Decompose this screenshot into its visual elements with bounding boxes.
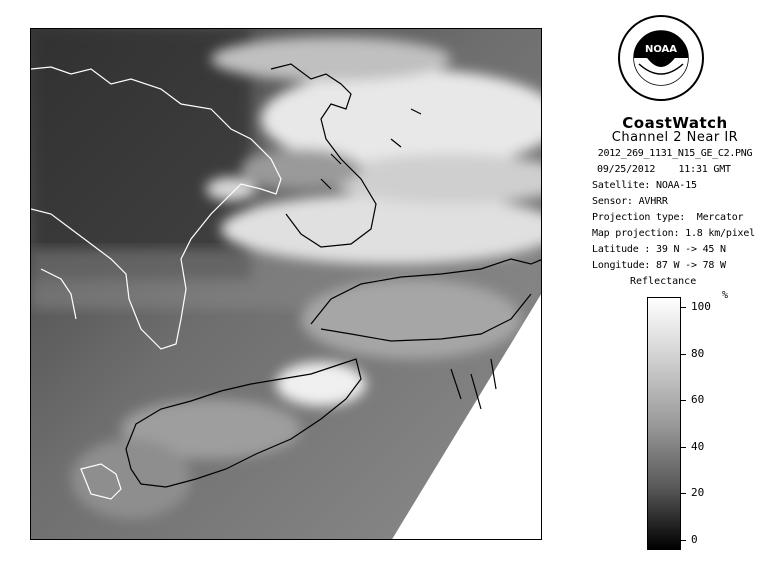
noaa-logo	[617, 14, 705, 102]
colorbar-tick	[681, 447, 686, 448]
colorbar-tick-label: 80	[691, 346, 705, 360]
colorbar-tick	[681, 493, 686, 494]
colorbar-tick-label: 20	[691, 486, 705, 500]
map-projection-label: Map projection: 1.8 km/pixel	[592, 228, 755, 239]
logo-text: NOAA	[644, 44, 678, 55]
colorbar-tick-label: 60	[691, 393, 705, 407]
colorbar-tick	[681, 540, 686, 541]
colorbar-tick	[681, 354, 686, 355]
colorbar	[647, 297, 681, 550]
datetime-label: 09/25/2012 11:31 GMT	[597, 164, 731, 175]
colorbar-tick	[681, 400, 686, 401]
colorbar-tick-label: 100	[691, 300, 711, 313]
colorbar-ticks	[681, 297, 741, 550]
satellite-image	[30, 28, 542, 540]
sensor-label: Sensor: AVHRR	[592, 196, 668, 207]
colorbar-unit: %	[722, 290, 729, 301]
longitude-label: Longitude: 87 W -> 78 W	[592, 260, 726, 271]
colorbar-title: Reflectance	[630, 276, 697, 287]
colorbar-tick-label: 40	[691, 439, 705, 453]
satellite-label: Satellite: NOAA-15	[592, 180, 697, 191]
channel-label: Channel 2 Near IR	[611, 130, 739, 145]
filename-label: 2012_269_1131_N15_GE_C2.PNG	[597, 148, 753, 159]
latitude-label: Latitude : 39 N -> 45 N	[592, 244, 726, 255]
projection-type-label: Projection type: Mercator	[592, 212, 744, 223]
colorbar-tick	[681, 307, 686, 308]
app-title: CoastWatch	[622, 114, 728, 132]
colorbar-tick-label: 0	[691, 533, 698, 546]
map-graphic	[31, 29, 542, 540]
